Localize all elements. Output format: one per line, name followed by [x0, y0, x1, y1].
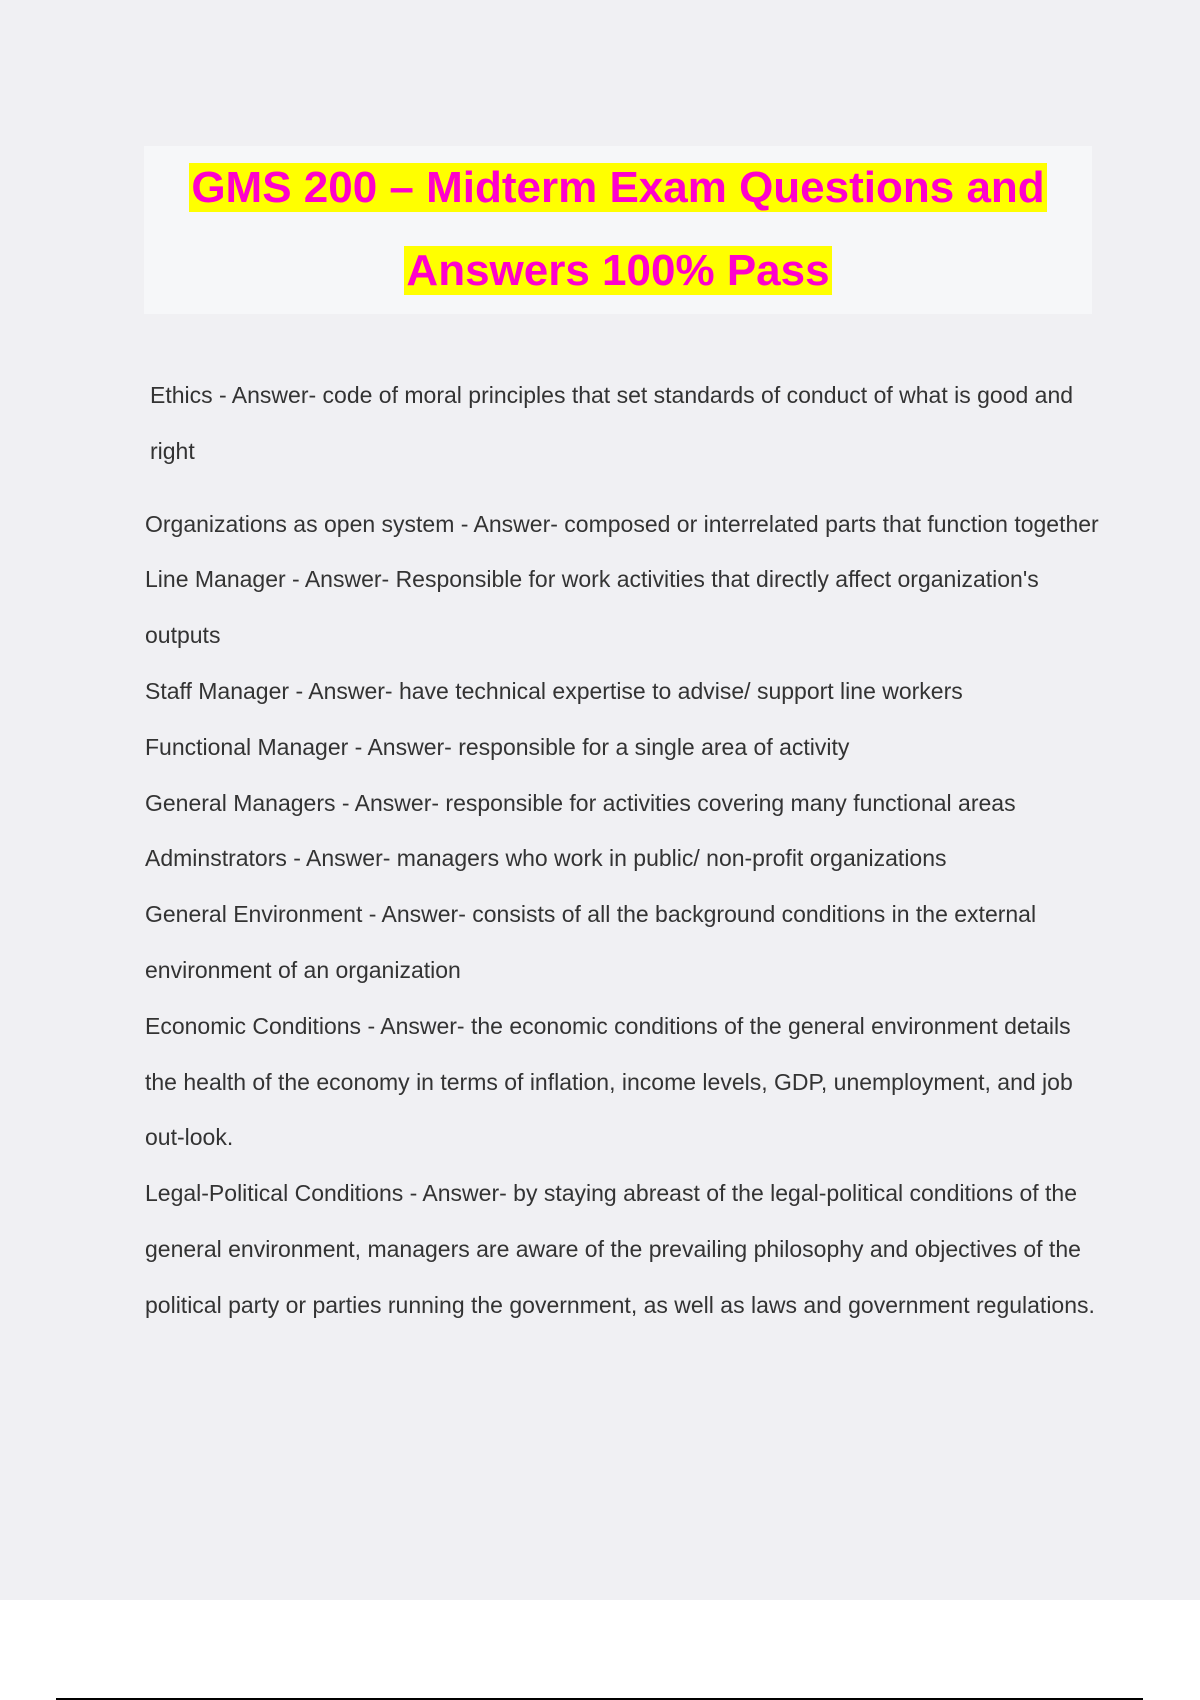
qa-list	[145, 368, 1100, 1334]
qa-entry-line-manager: Line Manager - Answer- Responsible for work activities that directly affect organization's outputs	[145, 566, 1039, 649]
qa-entry-open-system: Organizations as open system - Answer- composed or interrelated parts that function together	[145, 510, 1099, 537]
title-text-2: Answers 100% Pass	[406, 246, 830, 295]
qa-entry-functional-manager: Functional Manager - Answer- responsible for a single area of activity	[145, 733, 850, 760]
qa-entry-ethics: Ethics - Answer- code of moral principles that set standards of conduct of what is good and right	[150, 382, 1074, 464]
qa-entry-adminstrators: Adminstrators - Answer- managers who work in public/ non-profit organizations	[145, 845, 947, 872]
page-footer-area	[0, 1600, 1200, 1700]
qa-entry-legal-political: Legal-Political Conditions - Answer- by staying abreast of the legal-political conditions of the general environment, managers are aware of the prevailing philosophy and objectives of the political party or parties running the government, as well as laws and government regulations.	[145, 1180, 1095, 1318]
title-line-1	[144, 146, 1092, 229]
qa-entry-economic-conditions: Economic Conditions - Answer- the economic conditions of the general environment details the health of the economy in terms of inflation, income levels, GDP, unemployment, and job out-look.	[145, 1012, 1073, 1151]
title-text-1: GMS 200 – Midterm Exam Questions and	[191, 163, 1045, 212]
title-line-2	[144, 229, 1092, 312]
title-block	[144, 146, 1092, 314]
qa-entry-general-managers: General Managers - Answer- responsible for activities covering many functional areas	[145, 789, 1016, 816]
qa-entry-staff-manager: Staff Manager - Answer- have technical expertise to advise/ support line workers	[145, 677, 963, 704]
qa-entry-general-environment: General Environment - Answer- consists of all the background conditions in the external environment of an organization	[145, 901, 1037, 983]
